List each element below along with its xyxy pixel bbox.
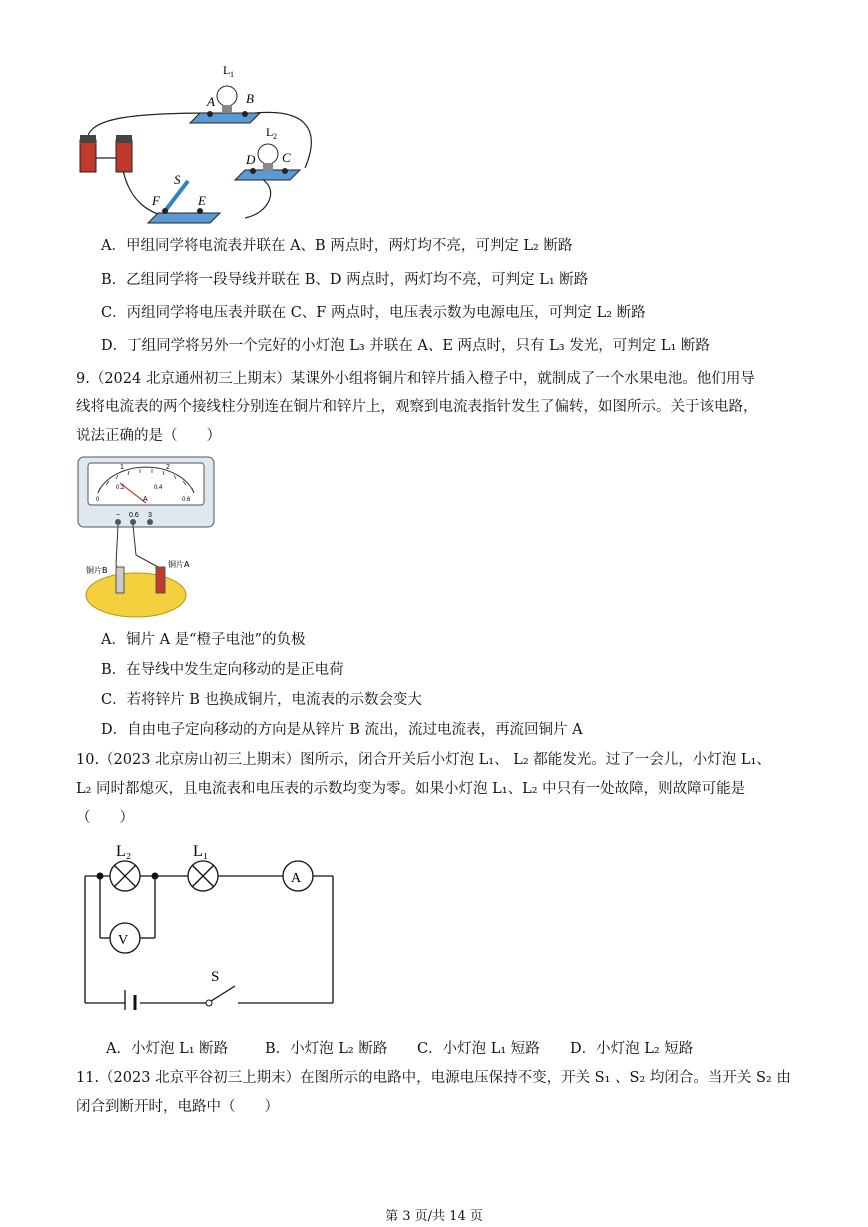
svg-text:C: C — [282, 150, 291, 165]
svg-text:V: V — [118, 933, 129, 948]
q9-stem-line-1: 9.（2024 北京通州初三上期末）某课外小组将铜片和锌片插入橙子中，就制成了一个水果电池。他们用导 — [76, 371, 755, 387]
q8-option-c: C．丙组同学将电压表并联在 C、F 两点时，电压表示数为电源电压，可判定 L₂ 断路 — [101, 305, 646, 321]
q10-choice-c: C．小灯泡 L₁ 短路 — [417, 1041, 540, 1057]
svg-text:0.6: 0.6 — [182, 497, 191, 503]
q9-stem-line-3: 说法正确的是（ ） — [76, 428, 221, 444]
circuit-figure-1 — [70, 58, 330, 230]
svg-text:0.6: 0.6 — [129, 512, 139, 519]
q8-option-a: A．甲组同学将电流表并联在 A、B 两点时，两灯均不亮，可判定 L₂ 断路 — [101, 238, 573, 254]
q9-option-a: A．铜片 A 是“橙子电池”的负极 — [101, 632, 306, 648]
q8-option-b: B．乙组同学将一段导线并联在 B、D 两点时，两灯均不亮，可判定 L₁ 断路 — [101, 272, 589, 288]
svg-text:0.4: 0.4 — [154, 485, 163, 491]
q10-stem-line-2: L₂ 同时都熄灭，且电流表和电压表的示数均变为零。如果小灯泡 L₁、L₂ 中只有一处故障，则故障可能是 — [76, 781, 746, 797]
label-l1: L — [223, 63, 231, 77]
svg-text:E: E — [198, 193, 206, 208]
q9-option-d: D．自由电子定向移动的方向是从锌片 B 流出，流过电流表，再流回铜片 A — [101, 722, 583, 738]
svg-text:S: S — [211, 969, 220, 985]
svg-text:L₁: L₁ — [193, 843, 209, 860]
svg-text:1: 1 — [230, 70, 234, 79]
q9-stem-line-2: 线将电流表的两个接线柱分别连在铜片和锌片上，观察到电流表指针发生了偏转，如图所示。关于该电路， — [76, 399, 758, 415]
svg-text:1: 1 — [120, 464, 124, 471]
page-number: 第 3 页/共 14 页 — [385, 1209, 483, 1224]
svg-text:F: F — [152, 193, 160, 208]
svg-text:A: A — [291, 871, 302, 886]
fruit-battery-figure — [76, 455, 216, 620]
svg-text:A: A — [143, 496, 148, 503]
svg-text:A: A — [207, 94, 215, 109]
q10-choice-b: B．小灯泡 L₂ 断路 — [265, 1041, 388, 1057]
svg-text:L: L — [266, 125, 274, 139]
svg-text:B: B — [246, 91, 254, 106]
q8-option-d: D．丁组同学将另外一个完好的小灯泡 L₃ 并联在 A、E 两点时，只有 L₃ 发光，可判定 L₁ 断路 — [101, 338, 710, 354]
svg-text:D: D — [246, 152, 256, 167]
circuit-figure-10 — [80, 838, 340, 1010]
svg-text:0: 0 — [96, 497, 100, 503]
q9-option-b: B．在导线中发生定向移动的是正电荷 — [101, 662, 344, 678]
svg-text:2: 2 — [273, 132, 277, 141]
q10-stem-line-1: 10.（2023 北京房山初三上期末）图所示，闭合开关后小灯泡 L₁、 L₂ 都能发光。过了一会儿，小灯泡 L₁、 — [76, 752, 771, 768]
svg-text:−: − — [116, 512, 121, 519]
q11-stem-line-2: 闭合到断开时，电路中（ ） — [76, 1099, 279, 1115]
svg-text:3: 3 — [148, 512, 152, 519]
q10-choice-a: A．小灯泡 L₁ 断路 — [106, 1041, 229, 1057]
q10-stem-line-3: （ ） — [76, 810, 134, 826]
q9-option-c: C．若将锌片 B 也换成铜片，电流表的示数会变大 — [101, 692, 422, 708]
svg-text:铜片A: 铜片A — [168, 560, 190, 569]
svg-text:0.2: 0.2 — [116, 485, 125, 491]
svg-text:2: 2 — [166, 464, 170, 471]
q11-stem-line-1: 11.（2023 北京平谷初三上期末）在图所示的电路中，电源电压保持不变，开关 S₁ 、S₂ 均闭合。当开关 S₂ 由 — [76, 1070, 791, 1086]
q10-choice-d: D．小灯泡 L₂ 短路 — [570, 1041, 694, 1057]
svg-text:铜片B: 铜片B — [86, 566, 108, 575]
svg-text:S: S — [174, 172, 181, 187]
svg-text:L₂: L₂ — [116, 843, 132, 860]
